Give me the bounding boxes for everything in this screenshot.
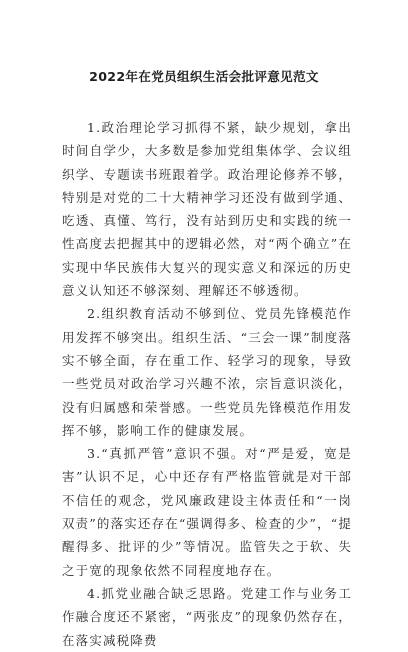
paragraph-2: 2.组织教育活动不够到位、党员先锋模范作用发挥不够突出。组织生活、“三会一课”制度落实不够全面，存在重工作、轻学习的现象，导致一些党员对政治学习兴趣不浓，宗旨意识淡化，没有归属感和荣誉感。一些党员先锋模范作用发挥不够，影响工作的健康发展。 (62, 306, 352, 438)
paragraph-3: 3.“真抓严管”意识不强。对“严是爱，宽是害”认识不足，心中还存有严格监管就是对干部不信任的观念，党风廉政建设主体责任和“一岗双责”的落实还存在“强调得多、检查的少”，“提醒得多、批评的少”等情况。监管失之于软、失之于宽的现象依然不同程度地存在。 (62, 446, 352, 578)
paragraph-4: 4.抓党业融合缺乏思路。党建工作与业务工作融合度还不紧密，“两张皮”的现象仍然存在，在落实减税降费 (62, 585, 352, 648)
document-title: 2022年在党员组织生活会批评意见范文 (89, 69, 319, 84)
paragraph-1: 1.政治理论学习抓得不紧，缺少规划，拿出时间自学少，大多数是参加党组集体学、会议组织学、专题读书班跟着学。政治理论修养不够，特别是对党的二十大精神学习还没有做到学通、吃透、真懂、笃行，没有站到历史和实践的统一性高度去把握其中的逻辑必然，对“两个确立”在实现中华民族伟大复兴的现实意义和深远的历史意义认知还不够深刻、理解还不够透彻。 (62, 120, 352, 299)
document-body (62, 116, 352, 652)
